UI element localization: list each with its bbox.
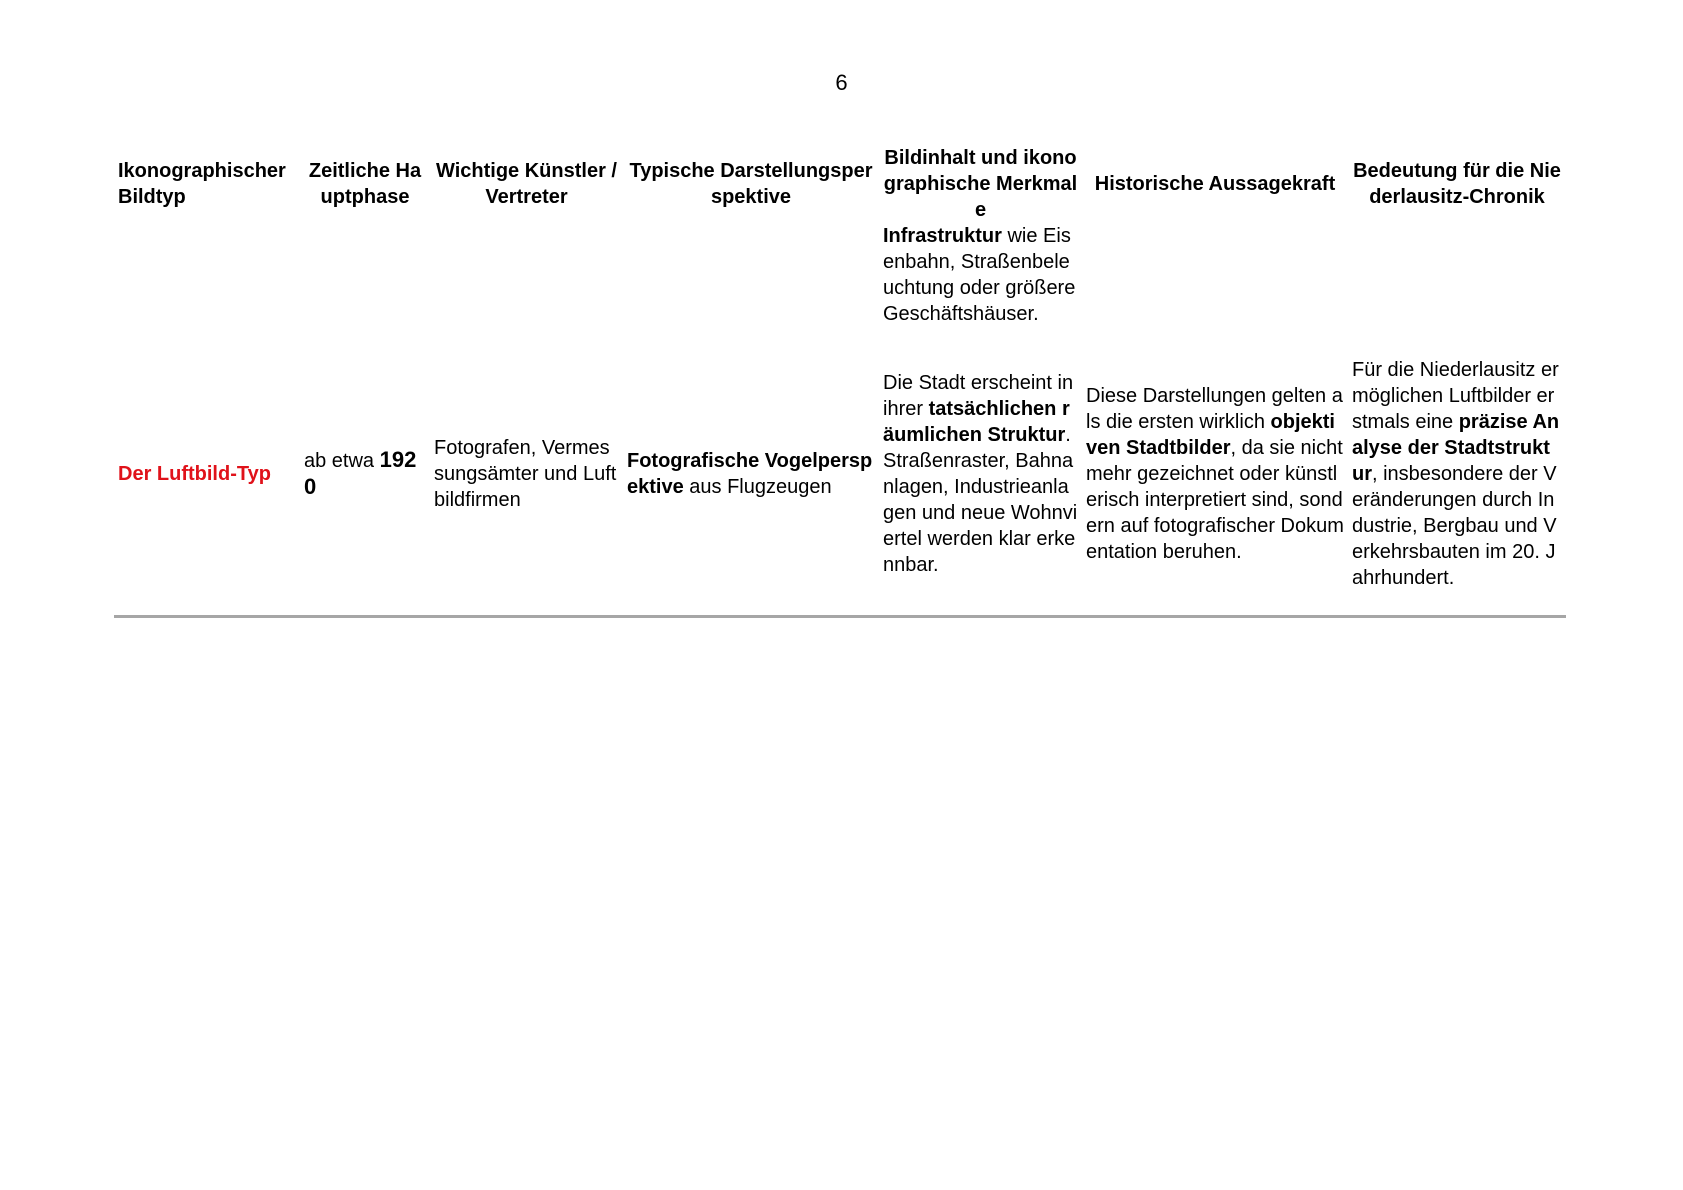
bedeutung-text-1: Für die Niederlausitz ermöglichen Luftbilder erstmals eine [1352, 359, 1559, 433]
cell-empty [430, 223, 623, 357]
phase-prefix: ab etwa [304, 450, 380, 472]
iconography-table [114, 145, 1566, 618]
header-bedeutung: Bedeutung für die Niederlausitz-Chronik [1353, 160, 1561, 208]
cell-empty [300, 223, 430, 357]
bildinhalt-keyword: tatsächlichen räumlichen Struktur [883, 398, 1070, 446]
header-hauptphase: Zeitliche Hauptphase [308, 160, 422, 208]
table-row-continuation [114, 223, 1566, 357]
bildinhalt-text-2: . Straßenraster, Bahnanlagen, Industrieanlagen und neue Wohnviertel werden klar erkennbar. [883, 424, 1078, 576]
header-bildinhalt: Bildinhalt und ikonographische Merkmale [883, 147, 1078, 221]
aussage-keyword: objektiven Stadtbilder [1086, 411, 1335, 459]
cell-bildtyp [114, 357, 300, 617]
phase-year: 1920 [304, 447, 417, 499]
page-number: 6 [835, 70, 848, 95]
header-aussagekraft: Historische Aussagekraft [1094, 173, 1336, 195]
aussage-text-1: Diese Darstellungen gelten als die ersten wirklich [1086, 385, 1343, 433]
cell-aussagekraft [1082, 357, 1348, 617]
cell-empty [623, 223, 879, 357]
cell-empty [1348, 223, 1566, 357]
header-perspektive: Typische Darstellungsperspektive [629, 160, 873, 208]
cell-kuenstler [430, 357, 623, 617]
bildtyp-label: Der Luftbild-Typ [118, 463, 271, 485]
cell-empty [1082, 223, 1348, 357]
bildinhalt-text: wie Eisenbahn, Straßenbeleuchtung oder größere Geschäftshäuser. [883, 225, 1076, 325]
cell-empty [114, 223, 300, 357]
cell-hauptphase [300, 357, 430, 617]
cell-bildinhalt [879, 357, 1082, 617]
kuenstler-text: Fotografen, Vermessungsämter und Luftbildfirmen [434, 437, 617, 511]
bedeutung-text-2: , insbesondere der Veränderungen durch Industrie, Bergbau und Verkehrsbauten im 20. Jahrhundert. [1352, 463, 1557, 589]
cell-bildinhalt-continued [879, 223, 1082, 357]
perspektive-keyword: Fotografische Vogelperspektive [627, 450, 873, 498]
header-kuenstler: Wichtige Künstler / Vertreter [436, 160, 617, 208]
table-row-luftbild [114, 357, 1566, 617]
bedeutung-keyword: präzise Analyse der Stadtstruktur [1352, 411, 1560, 485]
bildinhalt-keyword: Infrastruktur [883, 225, 1002, 247]
perspektive-text: aus Flugzeugen [683, 476, 832, 498]
header-bildtyp: Ikonographischer Bildtyp [118, 160, 286, 208]
bildinhalt-text-1: Die Stadt erscheint in ihrer [883, 372, 1074, 420]
aussage-text-2: , da sie nicht mehr gezeichnet oder künstlerisch interpretiert sind, sondern auf fotografischer Dokumentation beruhen. [1086, 437, 1344, 563]
table-header-row [114, 145, 1566, 223]
cell-perspektive [623, 357, 879, 617]
cell-bedeutung [1348, 357, 1566, 617]
